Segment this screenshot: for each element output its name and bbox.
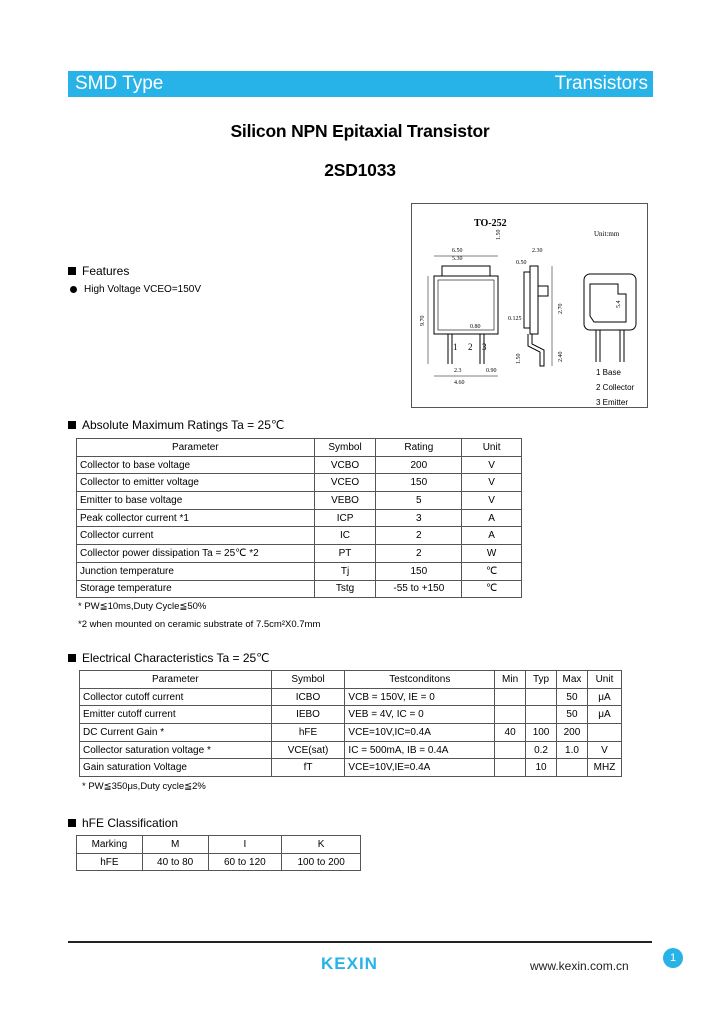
cell: 10 bbox=[526, 759, 557, 777]
table-row bbox=[80, 741, 622, 759]
cell: A bbox=[462, 527, 522, 545]
dim-label: 2.30 bbox=[532, 248, 543, 254]
abs-max-table bbox=[76, 438, 522, 598]
table-row bbox=[77, 474, 522, 492]
cell: K bbox=[282, 836, 361, 854]
cell: Marking bbox=[77, 836, 143, 854]
table-row bbox=[77, 853, 361, 871]
cell: MHZ bbox=[587, 759, 621, 777]
cell: IC bbox=[314, 527, 376, 545]
cell: Peak collector current *1 bbox=[77, 509, 315, 527]
elec-heading: Electrical Characteristics Ta = 25℃ bbox=[68, 651, 270, 665]
dim-label: 5.4 bbox=[616, 300, 622, 308]
cell: 200 bbox=[557, 724, 588, 742]
pin-label: 1 Base bbox=[596, 368, 621, 377]
column-header: Symbol bbox=[314, 439, 376, 457]
document-title: Silicon NPN Epitaxial Transistor bbox=[230, 121, 490, 141]
cell: -55 to +150 bbox=[376, 580, 462, 598]
features-heading: Features bbox=[68, 264, 129, 278]
pin-number: 3 bbox=[482, 342, 487, 352]
pin-label: 3 Emitter bbox=[596, 398, 629, 407]
column-header: Unit bbox=[462, 439, 522, 457]
cell: hFE bbox=[271, 724, 345, 742]
elec-table bbox=[79, 670, 622, 777]
square-bullet-icon bbox=[68, 819, 76, 827]
table-row bbox=[77, 492, 522, 510]
cell: ICP bbox=[314, 509, 376, 527]
feature-item: High Voltage VCEO=150V bbox=[70, 284, 201, 295]
table-row bbox=[80, 759, 622, 777]
table-row bbox=[77, 580, 522, 598]
elec-note: * PW≦350μs,Duty cycle≦2% bbox=[82, 781, 206, 792]
cell: 40 bbox=[495, 724, 526, 742]
column-header: Min bbox=[495, 671, 526, 689]
table-row bbox=[80, 706, 622, 724]
circle-bullet-icon bbox=[70, 286, 77, 293]
cell: VCE(sat) bbox=[271, 741, 345, 759]
package-outline-svg bbox=[412, 204, 649, 409]
pin-number: 2 bbox=[468, 342, 473, 352]
abs-max-note-2: *2 when mounted on ceramic substrate of 7.5cm²X0.7mm bbox=[78, 619, 321, 630]
cell: ℃ bbox=[462, 562, 522, 580]
cell bbox=[526, 706, 557, 724]
table-row bbox=[77, 836, 361, 854]
cell: 100 bbox=[526, 724, 557, 742]
dim-label: 0.125 bbox=[508, 316, 522, 322]
dim-label: 9.70 bbox=[420, 315, 426, 326]
cell: V bbox=[462, 492, 522, 510]
cell: Tj bbox=[314, 562, 376, 580]
cell: VEB = 4V, IC = 0 bbox=[345, 706, 495, 724]
cell: W bbox=[462, 545, 522, 563]
cell: 150 bbox=[376, 562, 462, 580]
cell: VCEO bbox=[314, 474, 376, 492]
table-row bbox=[77, 456, 522, 474]
cell: A bbox=[462, 509, 522, 527]
cell bbox=[587, 724, 621, 742]
cell: 50 bbox=[557, 706, 588, 724]
dim-label: 2.3 bbox=[454, 368, 462, 374]
cell: PT bbox=[314, 545, 376, 563]
cell: Collector cutoff current bbox=[80, 688, 272, 706]
cell: V bbox=[462, 456, 522, 474]
cell: 1.0 bbox=[557, 741, 588, 759]
header-bar bbox=[68, 71, 653, 97]
cell bbox=[557, 759, 588, 777]
cell: 50 bbox=[557, 688, 588, 706]
cell: hFE bbox=[77, 853, 143, 871]
cell: ICBO bbox=[271, 688, 345, 706]
column-header: Testconditons bbox=[345, 671, 495, 689]
dim-label: 1.50 bbox=[516, 353, 522, 364]
cell: VCB = 150V, IE = 0 bbox=[345, 688, 495, 706]
square-bullet-icon bbox=[68, 421, 76, 429]
table-header-row bbox=[80, 671, 622, 689]
cell: I bbox=[208, 836, 282, 854]
package-drawing bbox=[411, 203, 648, 408]
part-number: 2SD1033 bbox=[324, 160, 396, 180]
column-header: Parameter bbox=[77, 439, 315, 457]
abs-max-note-1: * PW≦10ms,Duty Cycle≦50% bbox=[78, 601, 207, 612]
cell: DC Current Gain * bbox=[80, 724, 272, 742]
cell bbox=[526, 688, 557, 706]
cell: Collector power dissipation Ta = 25℃ *2 bbox=[77, 545, 315, 563]
cell: ℃ bbox=[462, 580, 522, 598]
cell bbox=[495, 706, 526, 724]
package-unit: Unit:mm bbox=[594, 230, 620, 238]
kexin-logo: KEXIN bbox=[321, 954, 378, 973]
column-header: Rating bbox=[376, 439, 462, 457]
cell: 200 bbox=[376, 456, 462, 474]
cell: VCBO bbox=[314, 456, 376, 474]
cell: Collector to base voltage bbox=[77, 456, 315, 474]
hfe-table bbox=[76, 835, 361, 871]
square-bullet-icon bbox=[68, 267, 76, 275]
dim-label: 0.50 bbox=[516, 260, 527, 266]
square-bullet-icon bbox=[68, 654, 76, 662]
cell bbox=[495, 759, 526, 777]
column-header: Typ bbox=[526, 671, 557, 689]
column-header: Symbol bbox=[271, 671, 345, 689]
column-header: Parameter bbox=[80, 671, 272, 689]
cell bbox=[495, 688, 526, 706]
cell: VCE=10V,IE=0.4A bbox=[345, 759, 495, 777]
cell: IEBO bbox=[271, 706, 345, 724]
cell: Collector current bbox=[77, 527, 315, 545]
cell: Emitter to base voltage bbox=[77, 492, 315, 510]
cell: Collector to emitter voltage bbox=[77, 474, 315, 492]
cell: 150 bbox=[376, 474, 462, 492]
cell: M bbox=[142, 836, 208, 854]
cell: V bbox=[587, 741, 621, 759]
cell: 2 bbox=[376, 527, 462, 545]
cell: IC = 500mA, IB = 0.4A bbox=[345, 741, 495, 759]
cell: μA bbox=[587, 706, 621, 724]
dim-label: 2.70 bbox=[558, 303, 564, 314]
page-number: 1 bbox=[663, 948, 683, 968]
cell: 60 to 120 bbox=[208, 853, 282, 871]
table-row bbox=[80, 688, 622, 706]
table-row bbox=[80, 724, 622, 742]
header-type: Transistors bbox=[554, 73, 648, 94]
abs-max-heading: Absolute Maximum Ratings Ta = 25℃ bbox=[68, 418, 284, 432]
cell: 5 bbox=[376, 492, 462, 510]
cell: Storage temperature bbox=[77, 580, 315, 598]
header-category: SMD Type bbox=[75, 73, 164, 94]
column-header: Unit bbox=[587, 671, 621, 689]
table-row bbox=[77, 562, 522, 580]
dim-label: 4.60 bbox=[454, 380, 465, 386]
cell: 2 bbox=[376, 545, 462, 563]
dim-label: 0.90 bbox=[486, 368, 497, 374]
dim-label: 1.50 bbox=[496, 229, 502, 240]
table-row bbox=[77, 509, 522, 527]
dim-label: 0.80 bbox=[470, 324, 481, 330]
cell: 3 bbox=[376, 509, 462, 527]
column-header: Max bbox=[557, 671, 588, 689]
cell: μA bbox=[587, 688, 621, 706]
footer-divider bbox=[68, 941, 652, 943]
website-link[interactable]: www.kexin.com.cn bbox=[530, 959, 629, 973]
cell: Collector saturation voltage * bbox=[80, 741, 272, 759]
hfe-heading: hFE Classification bbox=[68, 816, 178, 830]
cell: Emitter cutoff current bbox=[80, 706, 272, 724]
cell bbox=[495, 741, 526, 759]
cell: 100 to 200 bbox=[282, 853, 361, 871]
table-row bbox=[77, 527, 522, 545]
cell: Junction temperature bbox=[77, 562, 315, 580]
dim-label: 2.40 bbox=[558, 351, 564, 362]
cell: fT bbox=[271, 759, 345, 777]
cell: VCE=10V,IC=0.4A bbox=[345, 724, 495, 742]
package-name: TO-252 bbox=[474, 218, 507, 229]
cell: 40 to 80 bbox=[142, 853, 208, 871]
cell: Tstg bbox=[314, 580, 376, 598]
table-header-row bbox=[77, 439, 522, 457]
cell: Gain saturation Voltage bbox=[80, 759, 272, 777]
cell: 0.2 bbox=[526, 741, 557, 759]
pin-number: 1 bbox=[453, 342, 458, 352]
dim-label: 6.50 bbox=[452, 248, 463, 254]
table-row bbox=[77, 545, 522, 563]
cell: V bbox=[462, 474, 522, 492]
pin-label: 2 Collector bbox=[596, 383, 635, 392]
dim-label: 5.30 bbox=[452, 256, 463, 262]
cell: VEBO bbox=[314, 492, 376, 510]
